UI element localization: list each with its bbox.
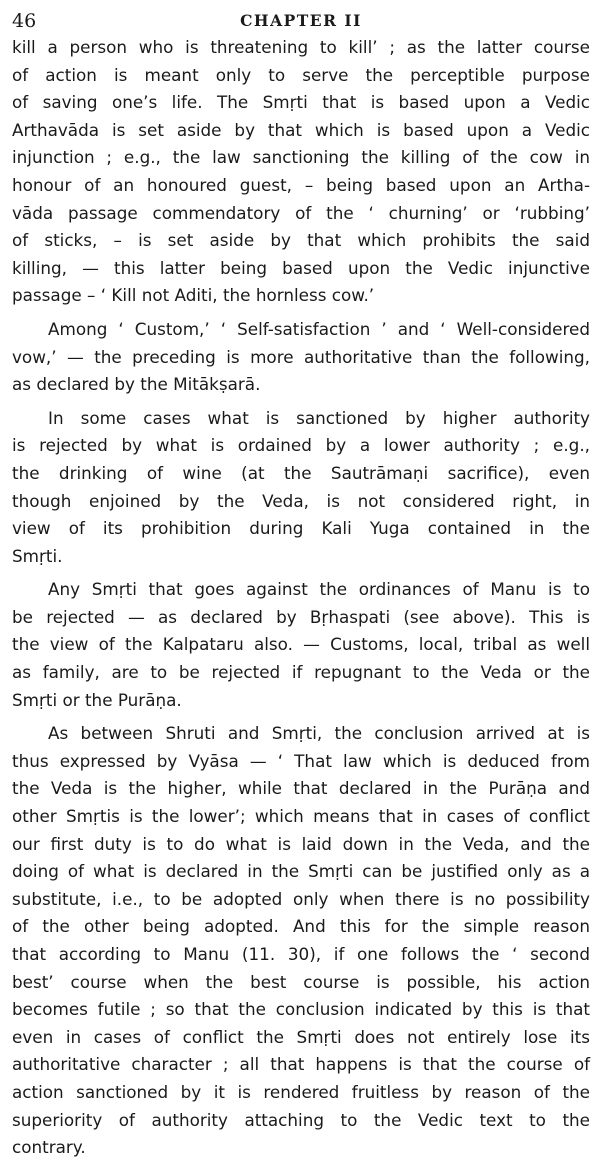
- text-line: our first duty is to do what is laid down in the Veda, and the: [12, 833, 590, 854]
- text-line: In some cases what is sanctioned by higher authority: [48, 407, 590, 428]
- text-line: best’ course when the best course is possible, his action: [12, 971, 590, 992]
- text-line: doing of what is declared in the Smṛti can be justified only as a: [12, 861, 590, 882]
- text-line: thus expressed by Vyāsa — ‘ That law which is deduced from: [12, 750, 590, 771]
- text-line: the drinking of wine (at the Sautrāmaṇi sacrifice), even: [12, 462, 590, 483]
- text-line: of the other being adopted. And this for the simple reason: [12, 916, 590, 937]
- text-line: authoritative character ; all that happens is that the course of: [12, 1054, 590, 1075]
- text-line: becomes futile ; so that the conclusion indicated by this is that: [12, 999, 590, 1020]
- text-line: honour of an honoured guest, – being based upon an Artha-: [12, 174, 590, 195]
- text-line: Any Smṛti that goes against the ordinances of Manu is to: [48, 579, 590, 600]
- text-line: passage – ‘ Kill not Aditi, the hornless cow.’: [12, 285, 375, 306]
- chapter-heading: CHAPTER II: [240, 11, 362, 30]
- text-line: as declared by the Mitākṣarā.: [12, 374, 261, 395]
- running-head: [12, 0, 590, 34]
- text-line: view of its prohibition during Kali Yuga contained in the: [12, 518, 590, 539]
- paragraph-5: [12, 720, 590, 1162]
- text-line: injunction ; e.g., the law sanctioning the killing of the cow in: [12, 147, 590, 168]
- text-line: of saving one’s life. The Smṛti that is based upon a Vedic: [12, 92, 590, 113]
- text-line: substitute, i.e., to be adopted only when there is no possibility: [12, 888, 590, 909]
- text-line: kill a person who is threatening to kill’ ; as the latter course: [12, 37, 590, 57]
- text-line: the view of the Kalpataru also. — Customs, local, tribal as well: [12, 634, 590, 655]
- text-line: superiority of authority attaching to the Vedic text to the: [12, 1109, 590, 1130]
- text-line: killing, — this latter being based upon the Vedic injunctive: [12, 257, 590, 278]
- text-line: other Smṛtis is the lower’; which means that in cases of conflict: [12, 806, 590, 827]
- text-line: vow,’ — the preceding is more authoritative than the following,: [12, 346, 590, 367]
- text-line: Arthavāda is set aside by that which is based upon a Vedic: [12, 119, 590, 140]
- text-line: action sanctioned by it is rendered fruitless by reason of the: [12, 1081, 590, 1102]
- text-line: As between Shruti and Smṛti, the conclusion arrived at is: [48, 723, 590, 744]
- paragraph-1: [12, 34, 590, 310]
- text-line: is rejected by what is ordained by a lower authority ; e.g.,: [12, 435, 590, 456]
- paragraph-3: [12, 405, 590, 571]
- text-line: as family, are to be rejected if repugnant to the Veda or the: [12, 662, 590, 683]
- text-line: of action is meant only to serve the perceptible purpose: [12, 64, 590, 85]
- text-line: though enjoined by the Veda, is not considered right, in: [12, 490, 590, 511]
- text-line: contrary.: [12, 1137, 86, 1158]
- text-line: Smṛti or the Purāṇa.: [12, 689, 182, 710]
- text-line: Smṛti.: [12, 545, 63, 566]
- text-line: be rejected — as declared by Bṛhaspati (see above). This is: [12, 606, 590, 627]
- text-line: the Veda is the higher, while that declared in the Purāṇa and: [12, 778, 590, 799]
- paragraph-4: [12, 576, 590, 714]
- text-line: that according to Manu (11. 30), if one follows the ‘ second: [12, 944, 590, 964]
- page-number: 46: [12, 10, 37, 32]
- paragraph-2: [12, 316, 590, 399]
- text-line: vāda passage commendatory of the ‘ churning’ or ‘rubbing’: [12, 202, 590, 223]
- text-line: even in cases of conflict the Smṛti does not entirely lose its: [12, 1026, 590, 1047]
- text-line: Among ‘ Custom,’ ‘ Self-satisfaction ’ and ‘ Well-considered: [48, 318, 590, 339]
- text-line: of sticks, – is set aside by that which prohibits the said: [12, 230, 590, 251]
